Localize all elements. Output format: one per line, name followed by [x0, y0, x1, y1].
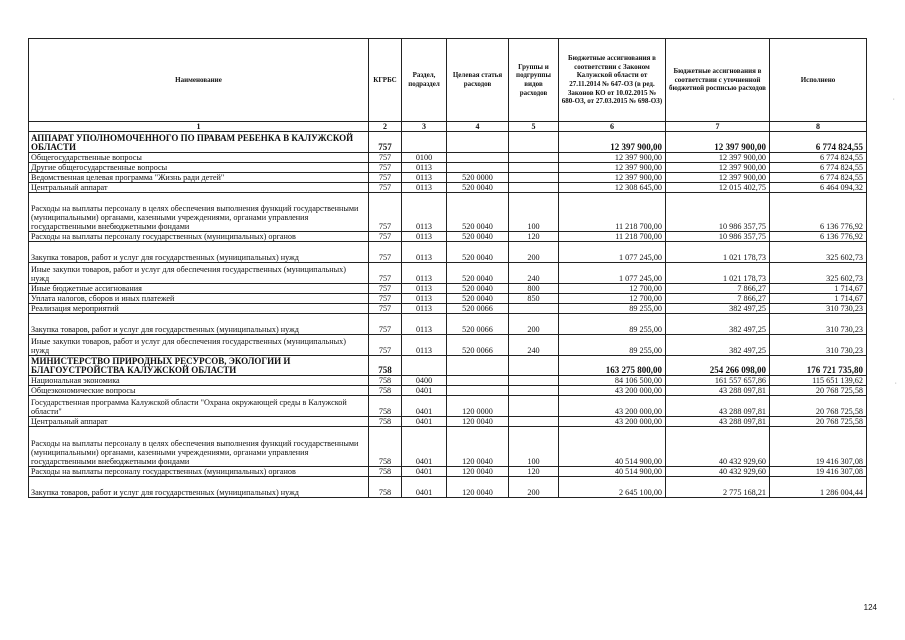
- cell-name: Ведомственная целевая программа "Жизнь ради детей": [29, 172, 369, 182]
- cell-allocation-refined: 12 397 900,00: [666, 132, 770, 153]
- cell-section: 0113: [402, 172, 447, 182]
- cell-kgrbs: 758: [369, 476, 402, 497]
- cell-section: [402, 132, 447, 153]
- cell-executed: 325 602,73: [770, 242, 867, 263]
- cell-expense-group: [509, 386, 559, 396]
- cell-section: 0113: [402, 313, 447, 334]
- cell-section: 0113: [402, 242, 447, 263]
- cell-expense-group: 100: [509, 192, 559, 232]
- cell-target-article: 520 0040: [447, 182, 509, 192]
- cell-expense-group: 120: [509, 466, 559, 476]
- cell-executed: 6 136 776,92: [770, 192, 867, 232]
- table-row: [29, 152, 867, 162]
- column-number: 3: [402, 122, 447, 132]
- cell-allocation-law: 43 200 000,00: [559, 417, 666, 427]
- cell-executed: 6 774 824,55: [770, 162, 867, 172]
- cell-name: Иные бюджетные ассигнования: [29, 283, 369, 293]
- cell-expense-group: 120: [509, 232, 559, 242]
- table-row: [29, 376, 867, 386]
- scan-mark: ·: [892, 96, 895, 103]
- cell-executed: 19 416 307,08: [770, 427, 867, 467]
- table-row: [29, 355, 867, 376]
- column-number: 1: [29, 122, 369, 132]
- table-row: [29, 283, 867, 293]
- cell-executed: 20 768 725,58: [770, 386, 867, 396]
- cell-allocation-law: 12 700,00: [559, 283, 666, 293]
- cell-name: Расходы на выплаты персоналу в целях обеспечения выполнения функций государственными (муниципальными) органами, казенными учреждениями, органами управления государственными внебюджетными фондами: [29, 192, 369, 232]
- table-row: [29, 386, 867, 396]
- cell-kgrbs: 757: [369, 313, 402, 334]
- cell-executed: 6 774 824,55: [770, 152, 867, 162]
- cell-allocation-law: 12 308 645,00: [559, 182, 666, 192]
- cell-target-article: 120 0000: [447, 396, 509, 417]
- cell-allocation-refined: 254 266 098,00: [666, 355, 770, 376]
- header-allocations-refined: Бюджетные ассигнования в соответствии с уточненной бюджетной росписью расходов: [666, 39, 770, 122]
- header-expense-group: Группы и подгруппы видов расходов: [509, 39, 559, 122]
- cell-section: 0113: [402, 283, 447, 293]
- cell-kgrbs: 757: [369, 132, 402, 153]
- cell-executed: 115 651 139,62: [770, 376, 867, 386]
- cell-name: Расходы на выплаты персоналу государственных (муниципальных) органов: [29, 232, 369, 242]
- cell-name: Закупка товаров, работ и услуг для государственных (муниципальных) нужд: [29, 476, 369, 497]
- cell-target-article: 120 0040: [447, 476, 509, 497]
- cell-allocation-refined: 40 432 929,60: [666, 466, 770, 476]
- cell-section: 0113: [402, 303, 447, 313]
- table-row: [29, 263, 867, 284]
- cell-kgrbs: 758: [369, 376, 402, 386]
- cell-section: 0113: [402, 334, 447, 355]
- header-executed: Исполнено: [770, 39, 867, 122]
- cell-name: Общеэкономические вопросы: [29, 386, 369, 396]
- cell-section: [402, 355, 447, 376]
- cell-executed: 325 602,73: [770, 263, 867, 284]
- table-row: [29, 417, 867, 427]
- table-row: [29, 192, 867, 232]
- cell-target-article: 520 0040: [447, 283, 509, 293]
- cell-expense-group: [509, 303, 559, 313]
- cell-name: Центральный аппарат: [29, 182, 369, 192]
- cell-executed: 19 416 307,08: [770, 466, 867, 476]
- cell-allocation-refined: 12 397 900,00: [666, 152, 770, 162]
- cell-kgrbs: 757: [369, 293, 402, 303]
- cell-allocation-refined: 1 021 178,73: [666, 242, 770, 263]
- cell-name: Другие общегосударственные вопросы: [29, 162, 369, 172]
- cell-kgrbs: 757: [369, 162, 402, 172]
- cell-allocation-law: 89 255,00: [559, 303, 666, 313]
- cell-section: 0401: [402, 386, 447, 396]
- cell-section: 0401: [402, 417, 447, 427]
- cell-expense-group: [509, 376, 559, 386]
- cell-target-article: 520 0040: [447, 263, 509, 284]
- table-row: [29, 242, 867, 263]
- cell-section: 0100: [402, 152, 447, 162]
- cell-target-article: 120 0040: [447, 417, 509, 427]
- table-row: [29, 303, 867, 313]
- cell-target-article: [447, 162, 509, 172]
- cell-expense-group: [509, 132, 559, 153]
- cell-allocation-refined: 2 775 168,21: [666, 476, 770, 497]
- cell-allocation-refined: 12 397 900,00: [666, 172, 770, 182]
- cell-section: 0113: [402, 182, 447, 192]
- cell-name: Уплата налогов, сборов и иных платежей: [29, 293, 369, 303]
- header-row: [29, 39, 867, 122]
- cell-target-article: 520 0040: [447, 242, 509, 263]
- cell-kgrbs: 758: [369, 355, 402, 376]
- cell-kgrbs: 757: [369, 182, 402, 192]
- cell-allocation-refined: 12 397 900,00: [666, 162, 770, 172]
- cell-target-article: [447, 386, 509, 396]
- column-number: 8: [770, 122, 867, 132]
- cell-allocation-law: 89 255,00: [559, 334, 666, 355]
- header-target-article: Целевая статья расходов: [447, 39, 509, 122]
- cell-kgrbs: 757: [369, 263, 402, 284]
- cell-allocation-refined: 10 986 357,75: [666, 232, 770, 242]
- cell-expense-group: [509, 182, 559, 192]
- scan-mark: ·: [894, 380, 897, 387]
- cell-target-article: [447, 355, 509, 376]
- table-row: [29, 334, 867, 355]
- header-allocations-law: Бюджетные ассигнования в соответствии с Законом Калужской области от 27.11.2014 № 647-ОЗ (в ред. Законов КО от 10.02.2015 № 680-ОЗ, от 27.03.2015 № 698-ОЗ): [559, 39, 666, 122]
- cell-executed: 310 730,23: [770, 334, 867, 355]
- cell-target-article: 520 0066: [447, 303, 509, 313]
- header-kgrbs: КГРБС: [369, 39, 402, 122]
- cell-target-article: 520 0000: [447, 172, 509, 182]
- cell-kgrbs: 758: [369, 396, 402, 417]
- header-section: Раздел, подраздел: [402, 39, 447, 122]
- cell-kgrbs: 757: [369, 283, 402, 293]
- column-number: 7: [666, 122, 770, 132]
- table-row: [29, 232, 867, 242]
- cell-name: Государственная программа Калужской области "Охрана окружающей среды в Калужской области": [29, 396, 369, 417]
- cell-expense-group: 240: [509, 263, 559, 284]
- column-number: 2: [369, 122, 402, 132]
- cell-name: АППАРАТ УПОЛНОМОЧЕННОГО ПО ПРАВАМ РЕБЕНКА В КАЛУЖСКОЙ ОБЛАСТИ: [29, 132, 369, 153]
- cell-target-article: 520 0040: [447, 232, 509, 242]
- cell-section: 0401: [402, 476, 447, 497]
- table-row: [29, 396, 867, 417]
- cell-allocation-law: 84 106 500,00: [559, 376, 666, 386]
- budget-table: [28, 38, 867, 498]
- cell-executed: 1 714,67: [770, 293, 867, 303]
- cell-target-article: [447, 376, 509, 386]
- cell-expense-group: [509, 172, 559, 182]
- cell-name: Центральный аппарат: [29, 417, 369, 427]
- cell-allocation-law: 163 275 800,00: [559, 355, 666, 376]
- cell-allocation-refined: 382 497,25: [666, 303, 770, 313]
- cell-expense-group: 200: [509, 242, 559, 263]
- cell-expense-group: 200: [509, 476, 559, 497]
- cell-section: 0113: [402, 263, 447, 284]
- cell-allocation-law: 40 514 900,00: [559, 466, 666, 476]
- cell-section: 0400: [402, 376, 447, 386]
- table-row: [29, 182, 867, 192]
- cell-allocation-law: 1 077 245,00: [559, 242, 666, 263]
- table-row: [29, 313, 867, 334]
- cell-executed: 6 464 094,32: [770, 182, 867, 192]
- table-row: [29, 293, 867, 303]
- cell-name: Иные закупки товаров, работ и услуг для обеспечения государственных (муниципальных) нужд: [29, 263, 369, 284]
- page-number: 124: [863, 603, 877, 612]
- cell-allocation-refined: 382 497,25: [666, 313, 770, 334]
- cell-executed: 1 714,67: [770, 283, 867, 293]
- cell-name: Закупка товаров, работ и услуг для государственных (муниципальных) нужд: [29, 242, 369, 263]
- cell-expense-group: [509, 396, 559, 417]
- cell-expense-group: [509, 162, 559, 172]
- column-number-row: [29, 122, 867, 132]
- cell-kgrbs: 757: [369, 334, 402, 355]
- table-row: [29, 172, 867, 182]
- table-body: [29, 132, 867, 498]
- cell-target-article: 520 0040: [447, 293, 509, 303]
- cell-allocation-refined: 43 288 097,81: [666, 396, 770, 417]
- cell-allocation-law: 43 200 000,00: [559, 386, 666, 396]
- table-row: [29, 476, 867, 497]
- cell-expense-group: 800: [509, 283, 559, 293]
- cell-executed: 20 768 725,58: [770, 396, 867, 417]
- cell-kgrbs: 758: [369, 417, 402, 427]
- cell-allocation-refined: 7 866,27: [666, 293, 770, 303]
- cell-kgrbs: 758: [369, 386, 402, 396]
- cell-expense-group: 240: [509, 334, 559, 355]
- cell-kgrbs: 757: [369, 152, 402, 162]
- cell-kgrbs: 758: [369, 466, 402, 476]
- cell-expense-group: 200: [509, 313, 559, 334]
- cell-section: 0113: [402, 162, 447, 172]
- cell-expense-group: [509, 152, 559, 162]
- cell-allocation-refined: 382 497,25: [666, 334, 770, 355]
- cell-executed: 310 730,23: [770, 303, 867, 313]
- cell-target-article: [447, 152, 509, 162]
- cell-target-article: [447, 132, 509, 153]
- cell-section: 0401: [402, 396, 447, 417]
- cell-allocation-refined: 43 288 097,81: [666, 386, 770, 396]
- cell-allocation-law: 12 700,00: [559, 293, 666, 303]
- cell-executed: 176 721 735,80: [770, 355, 867, 376]
- cell-allocation-law: 89 255,00: [559, 313, 666, 334]
- cell-allocation-law: 43 200 000,00: [559, 396, 666, 417]
- cell-section: 0401: [402, 466, 447, 476]
- cell-allocation-refined: 43 288 097,81: [666, 417, 770, 427]
- cell-name: Иные закупки товаров, работ и услуг для обеспечения государственных (муниципальных) нужд: [29, 334, 369, 355]
- cell-kgrbs: 757: [369, 303, 402, 313]
- cell-executed: 6 136 776,92: [770, 232, 867, 242]
- cell-executed: 20 768 725,58: [770, 417, 867, 427]
- cell-target-article: 520 0066: [447, 313, 509, 334]
- cell-allocation-refined: 12 015 402,75: [666, 182, 770, 192]
- budget-document: [28, 38, 866, 498]
- cell-name: Национальная экономика: [29, 376, 369, 386]
- header-name: Наименование: [29, 39, 369, 122]
- cell-section: 0113: [402, 232, 447, 242]
- column-number: 5: [509, 122, 559, 132]
- cell-executed: 6 774 824,55: [770, 132, 867, 153]
- cell-target-article: 520 0040: [447, 192, 509, 232]
- table-row: [29, 427, 867, 467]
- cell-allocation-refined: 10 986 357,75: [666, 192, 770, 232]
- cell-section: 0401: [402, 427, 447, 467]
- cell-allocation-law: 12 397 900,00: [559, 152, 666, 162]
- cell-allocation-law: 11 218 700,00: [559, 232, 666, 242]
- cell-allocation-law: 12 397 900,00: [559, 172, 666, 182]
- cell-name: Общегосударственные вопросы: [29, 152, 369, 162]
- cell-kgrbs: 757: [369, 232, 402, 242]
- cell-expense-group: 100: [509, 427, 559, 467]
- cell-name: Закупка товаров, работ и услуг для государственных (муниципальных) нужд: [29, 313, 369, 334]
- cell-name: Расходы на выплаты персоналу в целях обеспечения выполнения функций государственными (муниципальными) органами, казенными учреждениями, органами управления государственными внебюджетными фондами: [29, 427, 369, 467]
- cell-executed: 310 730,23: [770, 313, 867, 334]
- column-number: 6: [559, 122, 666, 132]
- cell-target-article: 520 0066: [447, 334, 509, 355]
- table-row: [29, 466, 867, 476]
- cell-allocation-law: 12 397 900,00: [559, 132, 666, 153]
- cell-executed: 6 774 824,55: [770, 172, 867, 182]
- cell-target-article: 120 0040: [447, 466, 509, 476]
- cell-allocation-refined: 161 557 657,86: [666, 376, 770, 386]
- cell-target-article: 120 0040: [447, 427, 509, 467]
- cell-section: 0113: [402, 293, 447, 303]
- cell-allocation-law: 12 397 900,00: [559, 162, 666, 172]
- cell-allocation-law: 1 077 245,00: [559, 263, 666, 284]
- cell-allocation-law: 2 645 100,00: [559, 476, 666, 497]
- cell-allocation-law: 40 514 900,00: [559, 427, 666, 467]
- cell-expense-group: [509, 355, 559, 376]
- cell-allocation-refined: 1 021 178,73: [666, 263, 770, 284]
- cell-executed: 1 286 004,44: [770, 476, 867, 497]
- table-row: [29, 162, 867, 172]
- table-row: [29, 132, 867, 153]
- column-number: 4: [447, 122, 509, 132]
- cell-name: МИНИСТЕРСТВО ПРИРОДНЫХ РЕСУРСОВ, ЭКОЛОГИИ И БЛАГОУСТРОЙСТВА КАЛУЖСКОЙ ОБЛАСТИ: [29, 355, 369, 376]
- cell-section: 0113: [402, 192, 447, 232]
- cell-expense-group: [509, 417, 559, 427]
- cell-kgrbs: 757: [369, 192, 402, 232]
- cell-allocation-refined: 40 432 929,60: [666, 427, 770, 467]
- cell-kgrbs: 758: [369, 427, 402, 467]
- cell-name: Реализация мероприятий: [29, 303, 369, 313]
- cell-kgrbs: 757: [369, 172, 402, 182]
- cell-kgrbs: 757: [369, 242, 402, 263]
- cell-allocation-law: 11 218 700,00: [559, 192, 666, 232]
- cell-expense-group: 850: [509, 293, 559, 303]
- cell-name: Расходы на выплаты персоналу государственных (муниципальных) органов: [29, 466, 369, 476]
- cell-allocation-refined: 7 866,27: [666, 283, 770, 293]
